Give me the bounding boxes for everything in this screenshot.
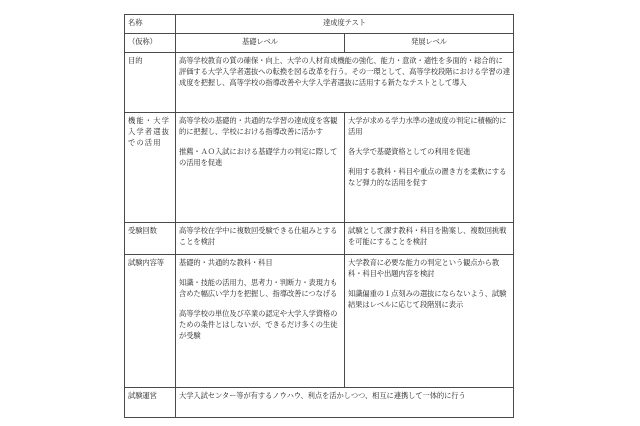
exam-count-advanced-cell bbox=[345, 223, 514, 255]
function-advanced-cell bbox=[345, 113, 514, 223]
spec-table-container bbox=[124, 14, 514, 418]
function-advanced-paragraph-3: 利用する教科・科目や重点の置き方を柔軟にするなど弾力的な活用を促す bbox=[348, 167, 507, 188]
table-row-exam-count bbox=[125, 223, 514, 255]
exam-content-advanced-paragraph-1: 大学教育に必要な能力の判定という観点から教科・科目や出題内容を検討 bbox=[348, 258, 500, 279]
row-label-exam-count: 受験回数 bbox=[125, 223, 176, 255]
exam-content-basic-paragraph-2: 知識・技能の活用力、思考力・判断力・表現力も含めた幅広い学力を把握し、指導改善につなげる bbox=[179, 278, 338, 299]
purpose-cell bbox=[176, 53, 514, 113]
table-row-name bbox=[125, 15, 514, 34]
row-label-function: 機能・大学入学者選抜での活用 bbox=[125, 113, 176, 223]
row-label-name-sub: （仮称） bbox=[125, 34, 176, 53]
table-row-exam-administration bbox=[125, 388, 514, 418]
function-advanced-paragraph-2: 各大学で基礎資格としての利用を促進 bbox=[348, 147, 471, 157]
exam-content-advanced-cell bbox=[345, 255, 514, 388]
table-row-purpose bbox=[125, 53, 514, 113]
row-label-purpose: 目的 bbox=[125, 53, 176, 113]
function-basic-paragraph-1: 高等学校の基礎的・共通的な学習の達成度を客観的に把握し、学校における指導改善に活かす bbox=[179, 116, 338, 137]
function-basic-cell bbox=[176, 113, 345, 223]
test-title-cell: 達成度テスト bbox=[176, 15, 514, 34]
exam-count-basic-cell bbox=[176, 223, 345, 255]
table-row-exam-content bbox=[125, 255, 514, 388]
purpose-paragraph-1: 高等学校教育の質の確保・向上、大学の人材育成機能の強化、能力・意欲・適性を多面的・総合的に評価する大学入学者選抜への転換を図る改革を行う。その一環として、高等学校段階における学習の達成度を把握し、高等学校の指導改善や大学入学者選抜に活用する新たなテストとして導入 bbox=[179, 56, 510, 88]
column-header-basic-level: 基礎レベル bbox=[176, 34, 345, 53]
table-row-levels bbox=[125, 34, 514, 53]
exam-administration-cell bbox=[176, 388, 514, 418]
table-row-function bbox=[125, 113, 514, 223]
exam-content-advanced-paragraph-2: 知識偏重の１点刻みの選抜にならないよう、試験結果はレベルに応じて段階別に表示 bbox=[348, 289, 507, 310]
exam-content-basic-paragraph-3: 高等学校の単位及び卒業の認定や大学入学資格のための条件とはしないが、できるだけ多くの生徒が受験 bbox=[179, 309, 338, 341]
exam-count-basic-paragraph-1: 高等学校在学中に複数回受験できる仕組みとすることを検討 bbox=[179, 226, 338, 247]
function-advanced-paragraph-1: 大学が求める学力水準の達成度の判定に積極的に活用 bbox=[348, 116, 507, 137]
column-header-advanced-level: 発展レベル bbox=[345, 34, 514, 53]
achievement-test-comparison-table bbox=[124, 14, 514, 418]
function-basic-paragraph-2: 推薦・ＡＯ入試における基礎学力の判定に際しての活用を促進 bbox=[179, 147, 338, 168]
exam-count-advanced-paragraph-1: 試験として課す教科・科目を勘案し、複数回挑戦を可能にすることを検討 bbox=[348, 226, 507, 247]
exam-content-basic-paragraph-1: 基礎的・共通的な教科・科目 bbox=[179, 258, 273, 267]
exam-content-basic-cell bbox=[176, 255, 345, 388]
row-label-name: 名称 bbox=[125, 15, 176, 34]
row-label-exam-administration: 試験運営 bbox=[125, 388, 176, 418]
exam-administration-paragraph-1: 大学入試センター等が有するノウハウ、利点を活かしつつ、相互に連携して一体的に行う bbox=[179, 391, 466, 400]
row-label-exam-content: 試験内容等 bbox=[125, 255, 176, 388]
